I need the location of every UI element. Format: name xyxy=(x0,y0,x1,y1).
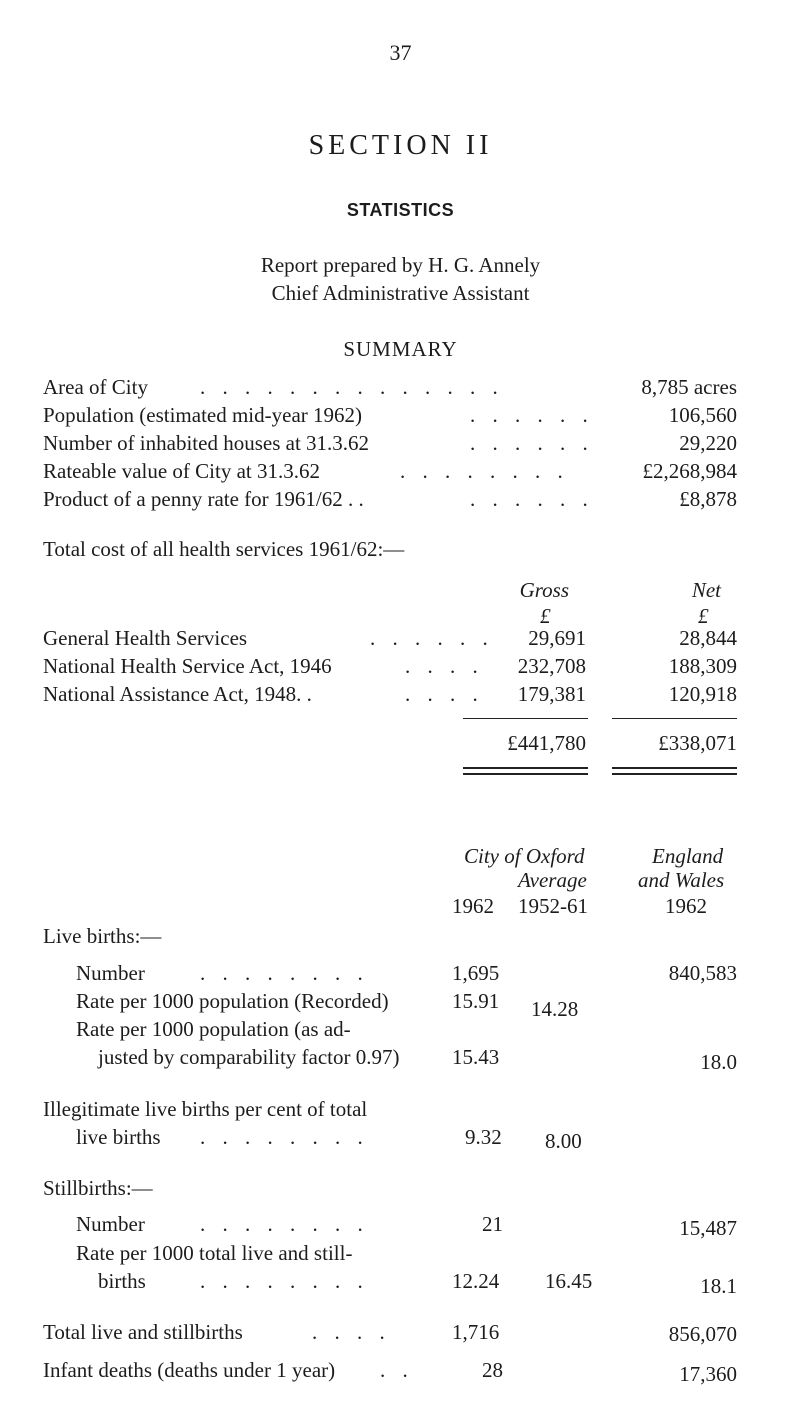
summary-label: Product of a penny rate for 1961/62 . . xyxy=(43,487,364,511)
dot-leader: . . xyxy=(380,1358,414,1382)
dot-leader: . . . . . . . . xyxy=(200,1269,369,1293)
sb-rate-average: 16.45 xyxy=(545,1269,593,1293)
lb-number-label: Number xyxy=(76,961,145,985)
average-header: Average xyxy=(518,868,587,892)
sb-number-label: Number xyxy=(76,1212,145,1236)
gross-header: Gross xyxy=(519,578,569,602)
summary-label: Population (estimated mid-year 1962) xyxy=(43,403,363,427)
dot-leader: . . . . . . . . xyxy=(400,459,569,483)
year-1962-header: 1962 xyxy=(452,894,494,918)
and-wales-header: and Wales xyxy=(638,868,725,892)
lb-rate-label: Rate per 1000 population (Recorded) xyxy=(76,989,389,1013)
cost-net: 120,918 xyxy=(668,682,737,706)
avg-years-header: 1952-61 xyxy=(518,894,588,918)
infant-deaths-ew: 17,360 xyxy=(679,1362,737,1386)
dot-leader: . . . . . . . . xyxy=(200,1125,369,1149)
page-number: 37 xyxy=(389,40,412,65)
gross-total-rule xyxy=(463,718,588,719)
sb-rate-label-1: Rate per 1000 total live and still- xyxy=(76,1241,353,1265)
summary-value: 8,785 acres xyxy=(641,375,737,399)
sb-number-ew: 15,487 xyxy=(679,1216,737,1240)
dot-leader: . . . . . . xyxy=(470,403,594,427)
dot-leader: . . . . xyxy=(405,654,484,678)
dot-leader: . . . . . . . . xyxy=(200,961,369,985)
cost-heading: Total cost of all health services 1961/62:— xyxy=(43,537,405,561)
illeg-1962: 9.32 xyxy=(465,1125,502,1149)
cost-net: 188,309 xyxy=(668,654,737,678)
gross-currency: £ xyxy=(540,604,551,628)
report-line-1: Report prepared by H. G. Annely xyxy=(260,253,541,277)
infant-deaths-1962: 28 xyxy=(482,1358,503,1382)
illeg-average: 8.00 xyxy=(545,1129,582,1153)
cost-net: 28,844 xyxy=(679,626,737,650)
dot-leader: . . . . . . xyxy=(470,431,594,455)
summary-value: 106,560 xyxy=(668,403,737,427)
summary-value: £2,268,984 xyxy=(642,459,737,483)
lb-rate-average: 14.28 xyxy=(531,997,579,1021)
ew-year-header: 1962 xyxy=(665,894,707,918)
cost-gross: 232,708 xyxy=(517,654,586,678)
live-births-heading: Live births:— xyxy=(43,924,162,948)
total-births-1962: 1,716 xyxy=(452,1320,500,1344)
report-line-2: Chief Administrative Assistant xyxy=(271,281,530,305)
lb-adj-1962: 15.43 xyxy=(452,1045,500,1069)
city-header: City of Oxford xyxy=(464,844,585,868)
sb-rate-1962: 12.24 xyxy=(452,1269,500,1293)
lb-number-1962: 1,695 xyxy=(452,961,500,985)
illeg-label-1: Illegitimate live births per cent of total xyxy=(43,1097,368,1121)
gross-double-rule xyxy=(463,767,588,775)
net-total: £338,071 xyxy=(658,731,737,755)
total-births-ew: 856,070 xyxy=(668,1322,737,1346)
cost-label: National Assistance Act, 1948. . xyxy=(43,682,312,706)
cost-label: National Health Service Act, 1946 xyxy=(43,654,332,678)
dot-leader: . . . . . . xyxy=(470,487,594,511)
sb-rate-label-2: births xyxy=(98,1269,146,1293)
dot-leader: . . . . xyxy=(312,1320,391,1344)
summary-value: 29,220 xyxy=(679,431,737,455)
lb-adj-label-1: Rate per 1000 population (as ad- xyxy=(76,1017,351,1041)
summary-label: Area of City xyxy=(43,375,148,399)
lb-adj-ew: 18.0 xyxy=(700,1050,737,1074)
summary-label: Number of inhabited houses at 31.3.62 xyxy=(43,431,370,455)
net-header: Net xyxy=(691,578,721,602)
net-total-rule xyxy=(612,718,737,719)
dot-leader: . . . . xyxy=(405,682,484,706)
infant-deaths-label: Infant deaths (deaths under 1 year) xyxy=(43,1358,336,1382)
total-births-label: Total live and stillbirths xyxy=(43,1320,243,1344)
lb-number-ew: 840,583 xyxy=(668,961,737,985)
sb-number-1962: 21 xyxy=(482,1212,503,1236)
subtitle: STATISTICS xyxy=(346,200,455,220)
illeg-label-2: live births xyxy=(76,1125,161,1149)
cost-gross: 179,381 xyxy=(517,682,586,706)
stillbirths-heading: Stillbirths:— xyxy=(43,1176,153,1200)
lb-adj-label-2: justed by comparability factor 0.97) xyxy=(98,1045,400,1069)
england-header: England xyxy=(652,844,724,868)
cost-gross: 29,691 xyxy=(528,626,586,650)
dot-leader: . . . . . . xyxy=(370,626,494,650)
cost-label: General Health Services xyxy=(43,626,248,650)
summary-value: £8,878 xyxy=(679,487,737,511)
net-currency: £ xyxy=(698,604,709,628)
gross-total: £441,780 xyxy=(507,731,586,755)
sb-rate-ew: 18.1 xyxy=(700,1274,737,1298)
summary-heading: SUMMARY xyxy=(343,337,458,361)
lb-rate-1962: 15.91 xyxy=(452,989,500,1013)
section-title: SECTION II xyxy=(308,130,493,161)
summary-label: Rateable value of City at 31.3.62 xyxy=(43,459,321,483)
net-double-rule xyxy=(612,767,737,775)
dot-leader: . . . . . . . . xyxy=(200,1212,369,1236)
dot-leader: . . . . . . . . . . . . . . xyxy=(200,375,504,399)
